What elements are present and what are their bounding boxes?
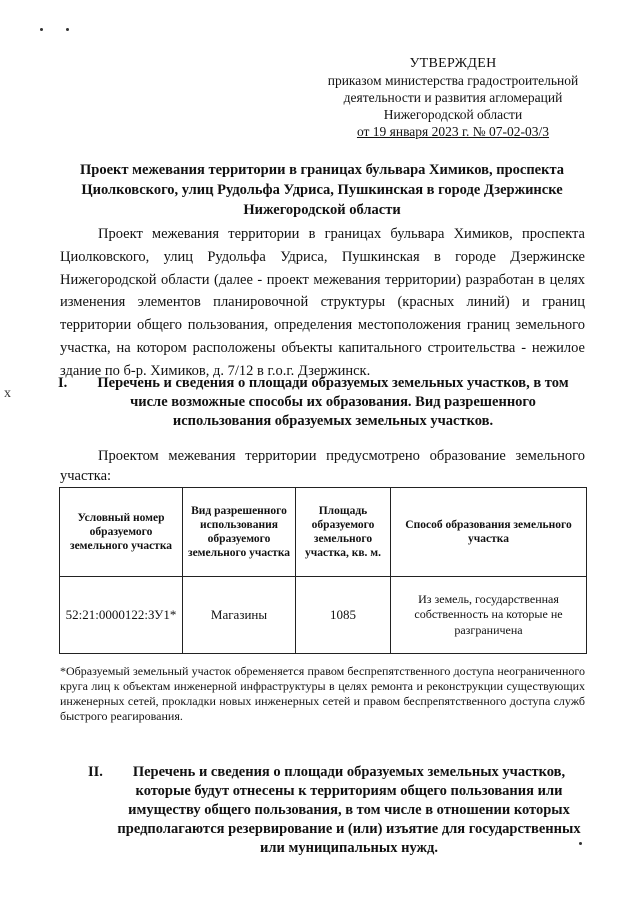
header-plot-number: Условный номер образуемого земельного участка	[60, 488, 183, 577]
land-plots-table	[59, 487, 587, 654]
approval-stamp	[318, 55, 588, 140]
approval-title: УТВЕРЖДЕН	[409, 56, 497, 71]
section-2-heading	[88, 763, 586, 858]
cell-area: 1085	[296, 577, 391, 654]
margin-mark: x	[4, 386, 11, 401]
document-title: Проект межевания территории в границах бульвара Химиков, проспекта Циолковского, улиц Рудольфа Удриса, Пушкинская в городе Дзержинске Нижегородской области	[79, 162, 565, 218]
approval-line: приказом министерства градостроительной	[327, 73, 579, 88]
intro-paragraph: Проект межевания территории в границах бульвара Химиков, проспекта Циолковского, улиц Рудольфа Удриса, Пушкинская в городе Дзержинске Нижегородской области (далее - проект межевания территории) разработан в целях изменения элементов планировочной структуры (красных линий) и границ территории общего пользования, определения местоположения границ земельного участка, на котором расположены объекты капитального строительства - нежилое здание по б-р. Химиков, д. 7/12 в г.о.г. Дзержинск.	[60, 226, 585, 379]
cell-formation-method: Из земель, государственная собственность на которые не разграничена	[391, 577, 587, 654]
header-formation-method: Способ образования земельного участка	[391, 488, 587, 577]
section-2-number: II.	[88, 764, 103, 780]
table-row	[60, 577, 587, 654]
approval-line: Нижегородской области	[383, 107, 523, 122]
section-1-heading	[58, 374, 586, 431]
table-header-row	[60, 488, 587, 577]
section-1-title: Перечень и сведения о площади образуемых земельных участков, в том числе возможные способы их образования. Вид разрешенного использования образуемых земельных участков.	[97, 375, 569, 429]
approval-line: деятельности и развития агломераций	[343, 90, 563, 105]
cell-plot-number: 52:21:0000122:ЗУ1*	[60, 577, 183, 654]
table-footnote: *Образуемый земельный участок обременяется правом беспрепятственного доступа неограниченного круга лиц к объектам инженерной инфраструктуры в целях ремонта и реконструкции существующих инженерных сетей, прокладки новых инженерных сетей и правом беспрепятственного доступа служб быстрого реагирования.	[60, 664, 585, 723]
approval-order: от 19 января 2023 г. № 07-02-03/3	[356, 124, 550, 139]
section-2-title: Перечень и сведения о площади образуемых земельных участков, которые будут отнесены к территориям общего пользования или имуществу общего пользования, в том числе в отношении которых предполагаются резервирование и (или) изъятие для государственных или муниципальных нужд.	[117, 764, 581, 856]
cell-permitted-use: Магазины	[183, 577, 296, 654]
section-1-lead: Проектом межевания территории предусмотрено образование земельного участка:	[60, 448, 585, 484]
scan-speck	[40, 28, 43, 31]
header-permitted-use: Вид разрешенного использования образуемого земельного участка	[183, 488, 296, 577]
scan-speck	[66, 28, 69, 31]
section-1-number: I.	[58, 375, 68, 391]
header-area: Площадь образуемого земельного участка, кв. м.	[296, 488, 391, 577]
